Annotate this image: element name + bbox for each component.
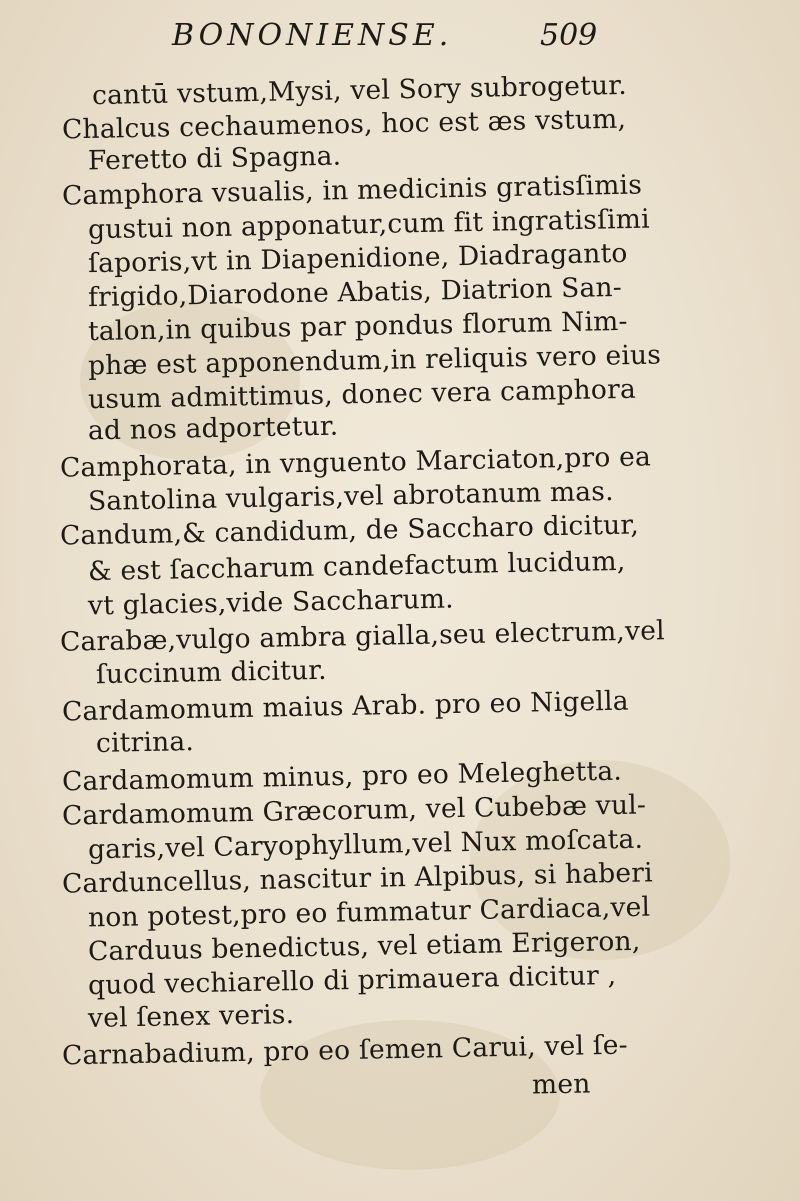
text-line: garis,vel Caryophyllum,vel Nux moſcata. [87,823,644,866]
text-line: ad nos adportetur. [87,410,339,447]
text-line: frigido,Diarodone Abatis, Diatrion San- [87,271,623,314]
text-line: gustui non apponatur,cum fit ingratisſimi [87,203,651,246]
text-line: vel ſenex veris. [87,999,295,1034]
text-line: ſaporis,vt in Diapenidione, Diadraganto [87,237,628,280]
text-line: Cardamomum minus, pro eo Meleghetta. [61,755,623,798]
text-line: usum admittimus, donec vera camphora [87,373,637,416]
text-line: Santolina vulgaris,vel abrotanum mas. [87,475,614,518]
text-line: Carnabadium, pro eo ſemen Carui, vel ſe- [61,1029,629,1072]
text-line: Carduus benedictus, vel etiam Erigeron, [87,925,641,968]
text-line: Camphora vsualis, in medicinis gratisſimis [61,169,643,212]
text-line: Feretto di Spagna. [87,140,342,177]
text-line: ſuccinum dicitur. [95,654,328,691]
text-line: Cardamomum maius Arab. pro eo Nigella [61,685,630,728]
text-line: talon,in quibus par pondus florum Nim- [87,305,628,348]
page-number: 509 [540,18,598,53]
running-title: BONONIENSE. [172,18,453,53]
catchword: men [531,1068,591,1101]
text-line: non potest,pro eo fummatur Cardiaca,vel [87,891,651,934]
text-line: Cardamomum Græcorum, vel Cubebæ vul- [61,789,647,832]
text-line: Chalcus cechaumenos, hoc est æs vstum, [61,103,627,146]
text-line: vt glacies,vide Saccharum. [87,583,455,622]
text-line: Carabæ,vulgo ambra gialla,seu electrum,vel [59,615,666,658]
text-line: Camphorata, in vnguento Marciaton,pro ea [59,441,652,484]
text-line: Carduncellus, nascitur in Alpibus, si haberi [61,857,654,900]
text-line: cantū vstum,Mysi, vel Sory subrogetur. [91,69,628,112]
text-line: Candum,& candidum, de Saccharo dicitur, [59,509,640,552]
text-line: & est ſaccharum candefactum lucidum, [87,545,626,588]
text-line: citrina. [95,726,195,759]
text-line: phæ est apponendum,in reliquis vero eius [87,339,662,382]
text-line: quod vechiarello di primauera dicitur , [87,959,617,1002]
